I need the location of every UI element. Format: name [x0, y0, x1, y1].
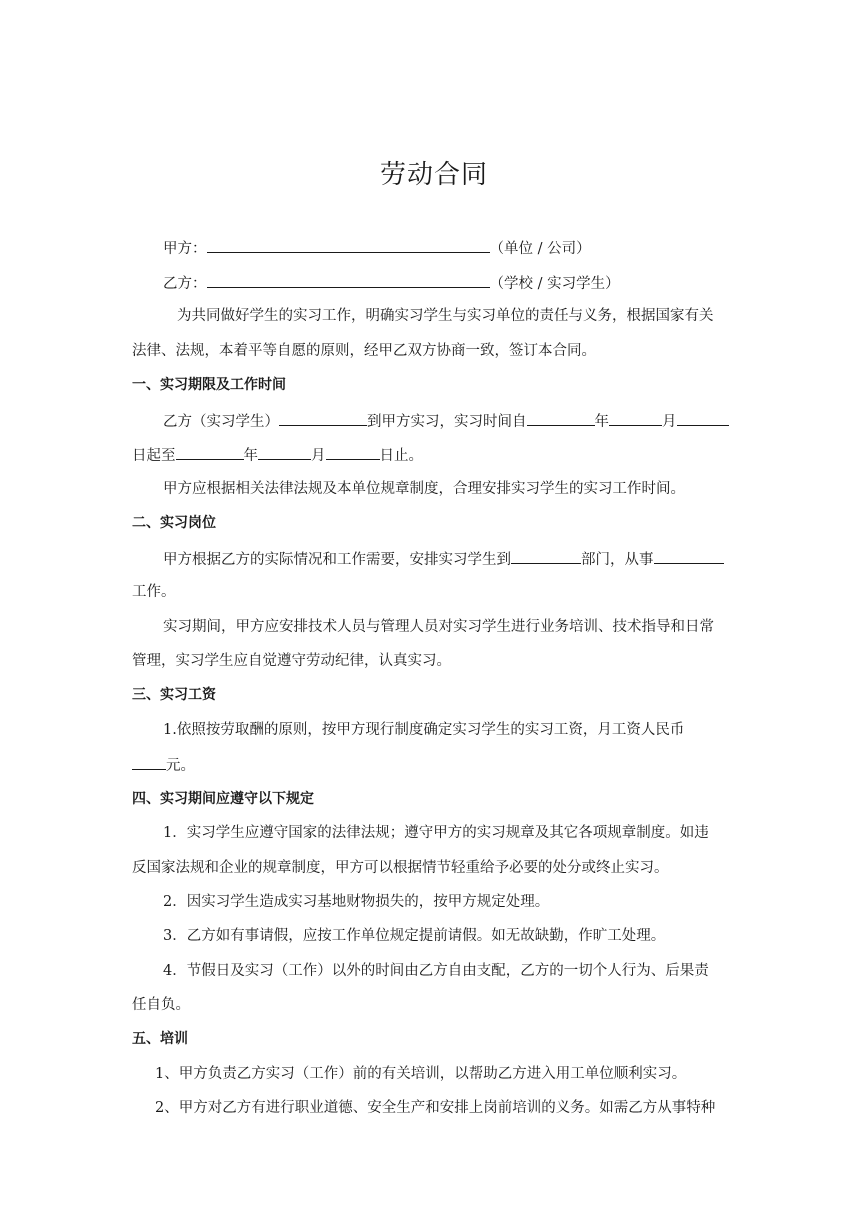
section-5-item-2: 2、甲方对乙方有进行职业道德、安全生产和安排上岗前培训的义务。如需乙方从事特种	[155, 1100, 716, 1116]
section-2-paragraph-2-line-2: 管理，实习学生应自觉遵守劳动纪律，认真实习。	[132, 653, 451, 669]
party-b-line	[163, 272, 620, 294]
section-2-paragraph-1-end: 工作。	[132, 584, 176, 600]
section-4-item-3: 3．乙方如有事请假，应按工作单位规定提前请假。如无故缺勤，作旷工处理。	[163, 928, 666, 944]
intro-line-2: 法律、法规，本着平等自愿的原则，经甲乙双方协商一致，签订本合同。	[132, 343, 596, 359]
document-title: 劳动合同	[379, 160, 488, 190]
section-5-item-1: 1、甲方负责乙方实习（工作）前的有关培训，以帮助乙方进入用工单位顺利实习。	[155, 1066, 687, 1082]
end-day-blank[interactable]	[326, 444, 380, 460]
job-blank[interactable]	[654, 548, 724, 564]
section-2-paragraph-2-line-1: 实习期间，甲方应安排技术人员与管理人员对实习学生进行业务培训、技术指导和日常	[163, 619, 714, 635]
section-4-item-4-line-1: 4．节假日及实习（工作）以外的时间由乙方自由支配，乙方的一切个人行为、后果责	[163, 963, 709, 979]
department-blank[interactable]	[511, 548, 581, 564]
party-b-note: （学校 / 实习学生）	[489, 276, 620, 292]
section-4-item-1-line-2: 反国家法规和企业的规章制度，甲方可以根据情节轻重给予必要的处分或终止实习。	[132, 860, 669, 876]
section-3-item-1-line-2	[132, 754, 195, 776]
section-4-item-1-line-1: 1．实习学生应遵守国家的法律法规；遵守甲方的实习规章及其它各项规章制度。如违	[163, 825, 709, 841]
text-fragment: 日止。	[379, 448, 423, 464]
text-fragment: 甲方根据乙方的实际情况和工作需要，安排实习学生到	[163, 552, 511, 568]
party-b-blank[interactable]	[207, 272, 490, 288]
text-fragment: 年	[243, 448, 258, 464]
party-a-label: 甲方：	[163, 241, 207, 257]
party-a-blank[interactable]	[207, 237, 490, 253]
party-a-line	[163, 237, 591, 259]
section-1-period-line-2	[132, 444, 423, 466]
start-year-blank[interactable]	[527, 410, 595, 426]
section-4-heading: 四、实习期间应遵守以下规定	[132, 791, 314, 807]
start-month-blank[interactable]	[609, 410, 662, 426]
end-month-blank[interactable]	[258, 444, 311, 460]
text-fragment: 部门，从事	[581, 552, 654, 568]
section-4-item-2: 2．因实习学生造成实习基地财物损失的，按甲方规定处理。	[163, 894, 550, 910]
section-4-item-4-line-2: 任自负。	[132, 997, 190, 1013]
section-2-heading: 二、实习岗位	[132, 515, 216, 531]
text-fragment: 到甲方实习，实习时间自	[367, 414, 527, 430]
text-fragment: 日起至	[132, 448, 176, 464]
salary-blank[interactable]	[132, 754, 166, 770]
party-b-label: 乙方：	[163, 276, 207, 292]
school-name-blank[interactable]	[279, 410, 367, 426]
section-1-heading: 一、实习期限及工作时间	[132, 377, 286, 393]
text-fragment: 年	[594, 414, 609, 430]
section-1-period-line-1	[163, 410, 729, 432]
end-year-blank[interactable]	[176, 444, 244, 460]
text-fragment: 元。	[166, 758, 195, 774]
text-fragment: 月	[662, 414, 677, 430]
section-2-paragraph-1	[163, 548, 724, 570]
section-3-item-1-line-1: 1.依照按劳取酬的原则，按甲方现行制度确定实习学生的实习工资，月工资人民币	[163, 722, 685, 738]
text-fragment: 月	[311, 448, 326, 464]
section-1-paragraph-2: 甲方应根据相关法律法规及本单位规章制度，合理安排实习学生的实习工作时间。	[163, 481, 685, 497]
intro-line-1: 为共同做好学生的实习工作，明确实习学生与实习单位的责任与义务，根据国家有关	[177, 308, 714, 324]
text-fragment: 乙方（实习学生）	[163, 414, 279, 430]
section-3-heading: 三、实习工资	[132, 687, 216, 703]
start-day-blank[interactable]	[677, 410, 729, 426]
section-5-heading: 五、培训	[132, 1031, 188, 1047]
party-a-note: （单位 / 公司）	[489, 241, 591, 257]
